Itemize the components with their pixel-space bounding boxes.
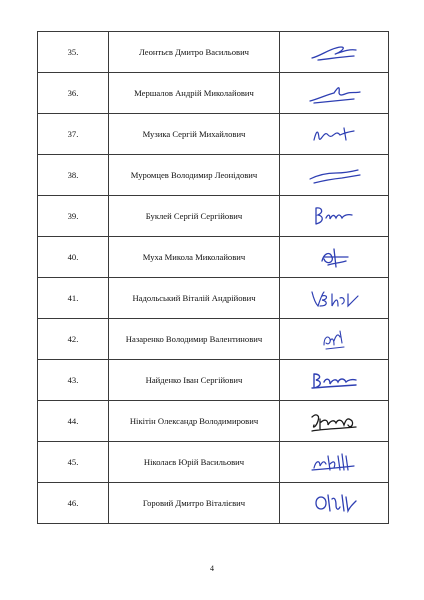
table-row <box>38 32 389 73</box>
handwritten-signature-icon <box>304 325 364 353</box>
signatory-name: Ніколаєв Юрій Васильович <box>109 442 280 483</box>
row-number: 42. <box>38 319 109 360</box>
table-row <box>38 114 389 155</box>
signatory-name: Надольський Віталій Андрійович <box>109 278 280 319</box>
signature-cell <box>280 483 389 524</box>
signature-cell <box>280 155 389 196</box>
signatory-name: Музика Сергій Михайлович <box>109 114 280 155</box>
signatory-name: Леонтьєв Дмитро Васильович <box>109 32 280 73</box>
table-row <box>38 196 389 237</box>
signatory-name: Горовий Дмитро Віталієвич <box>109 483 280 524</box>
signature-cell <box>280 32 389 73</box>
handwritten-signature-icon <box>304 161 364 189</box>
signatory-name: Буклей Сергій Сергійович <box>109 196 280 237</box>
table-row <box>38 237 389 278</box>
row-number: 37. <box>38 114 109 155</box>
table-row <box>38 401 389 442</box>
signature-cell <box>280 319 389 360</box>
signatory-name: Найденко Іван Сергійович <box>109 360 280 401</box>
handwritten-signature-icon <box>304 407 364 435</box>
page-number: 4 <box>210 564 214 573</box>
row-number: 43. <box>38 360 109 401</box>
table-row <box>38 155 389 196</box>
signature-cell <box>280 114 389 155</box>
handwritten-signature-icon <box>304 489 364 517</box>
handwritten-signature-icon <box>304 284 364 312</box>
row-number: 40. <box>38 237 109 278</box>
signature-cell <box>280 442 389 483</box>
handwritten-signature-icon <box>304 79 364 107</box>
signature-cell <box>280 73 389 114</box>
table-row <box>38 278 389 319</box>
handwritten-signature-icon <box>304 243 364 271</box>
signature-table <box>37 31 389 524</box>
signatory-name: Мершалов Андрій Миколайович <box>109 73 280 114</box>
row-number: 36. <box>38 73 109 114</box>
table-row <box>38 442 389 483</box>
signatory-name: Муромцев Володимир Леонідович <box>109 155 280 196</box>
signature-cell <box>280 401 389 442</box>
signature-cell <box>280 278 389 319</box>
signature-cell <box>280 196 389 237</box>
row-number: 38. <box>38 155 109 196</box>
table-row <box>38 360 389 401</box>
handwritten-signature-icon <box>304 38 364 66</box>
handwritten-signature-icon <box>304 202 364 230</box>
row-number: 39. <box>38 196 109 237</box>
row-number: 46. <box>38 483 109 524</box>
table-row <box>38 73 389 114</box>
handwritten-signature-icon <box>304 120 364 148</box>
row-number: 35. <box>38 32 109 73</box>
signature-cell <box>280 237 389 278</box>
table-row <box>38 483 389 524</box>
row-number: 45. <box>38 442 109 483</box>
signatory-name: Назаренко Володимир Валентинович <box>109 319 280 360</box>
signatory-name: Нікітін Олександр Володимирович <box>109 401 280 442</box>
signature-cell <box>280 360 389 401</box>
row-number: 41. <box>38 278 109 319</box>
handwritten-signature-icon <box>304 366 364 394</box>
signatory-name: Муха Микола Миколайович <box>109 237 280 278</box>
row-number: 44. <box>38 401 109 442</box>
handwritten-signature-icon <box>304 448 364 476</box>
table-row <box>38 319 389 360</box>
